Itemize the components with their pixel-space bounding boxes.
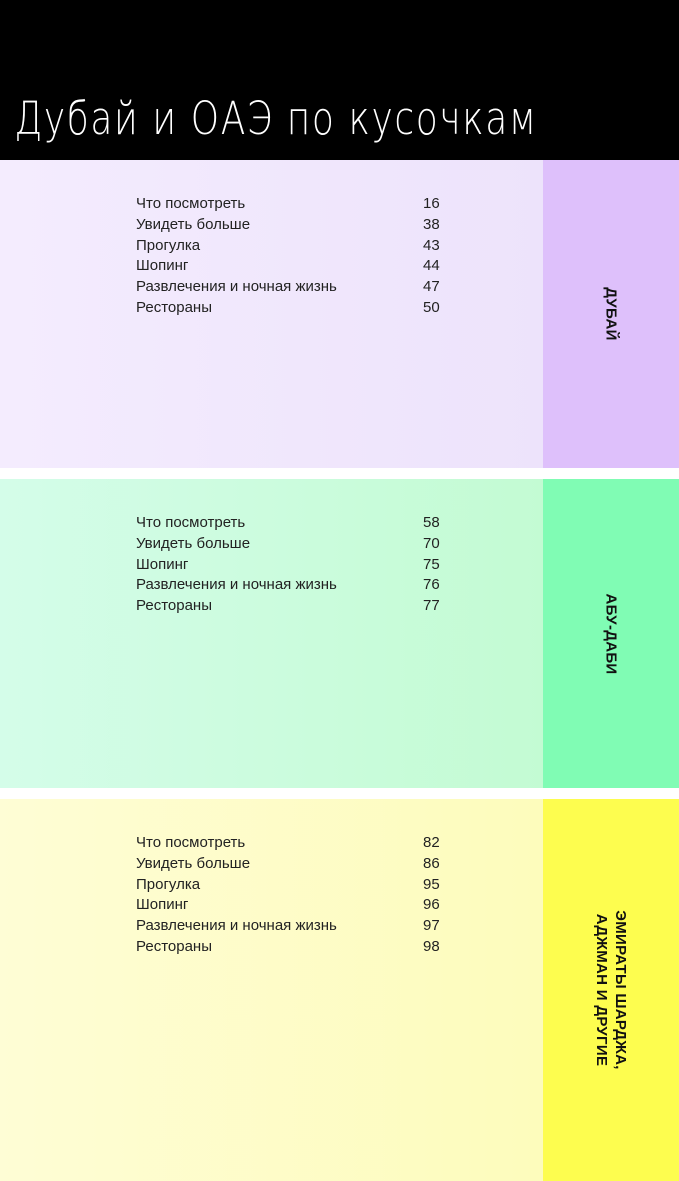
toc-item-label: Развлечения и ночная жизнь	[136, 278, 337, 296]
toc-item-label: Что посмотреть	[136, 514, 246, 531]
toc-item[interactable]	[136, 215, 456, 236]
toc-item-page: 97	[423, 917, 440, 935]
toc-item[interactable]	[136, 854, 456, 875]
page-title: Дубай и ОАЭ по кусочкам	[14, 92, 538, 145]
section-panel	[0, 160, 543, 468]
toc-item-page: 86	[423, 854, 440, 872]
toc-item-label: Рестораны	[136, 937, 212, 955]
toc-item-label: Прогулка	[136, 236, 201, 254]
header-bar	[0, 0, 679, 160]
toc-item-page: 47	[423, 278, 440, 296]
toc-item[interactable]	[136, 596, 456, 617]
section-tab-label	[602, 287, 621, 341]
section-tab-dubai[interactable]	[543, 160, 679, 468]
toc-list	[136, 513, 456, 617]
toc-item-page: 16	[423, 195, 440, 212]
section-panel	[0, 799, 543, 1181]
toc-item-page: 75	[423, 555, 440, 573]
toc-item-page: 50	[423, 298, 440, 316]
toc-item-label: Увидеть больше	[136, 215, 251, 233]
toc-item[interactable]	[136, 513, 456, 534]
toc-item-page: 96	[423, 896, 440, 914]
toc-item-page: 38	[423, 215, 440, 233]
toc-list	[136, 194, 456, 319]
section-abu-dhabi	[0, 479, 679, 788]
toc-item-page: 43	[423, 236, 440, 254]
toc-item-page: 98	[423, 937, 440, 955]
toc-item-page: 82	[423, 834, 440, 851]
toc-item-page: 76	[423, 576, 440, 594]
toc-item-label: Увидеть больше	[136, 854, 251, 872]
toc-item-page: 44	[423, 257, 440, 275]
toc-item[interactable]	[136, 194, 456, 215]
toc-item-label: Развлечения и ночная жизнь	[136, 576, 337, 594]
toc-item[interactable]	[136, 277, 456, 298]
toc-item-label: Прогулка	[136, 875, 201, 893]
section-tab-label-line: АБУ-ДАБИ	[602, 592, 620, 675]
section-emirates	[0, 799, 679, 1181]
toc-item[interactable]	[136, 875, 456, 896]
toc-item-label: Шопинг	[136, 555, 189, 573]
toc-item[interactable]	[136, 555, 456, 576]
toc-list	[136, 833, 456, 958]
toc-item[interactable]	[136, 895, 456, 916]
toc-item-label: Что посмотреть	[136, 834, 246, 851]
toc-item-label: Развлечения и ночная жизнь	[136, 917, 337, 935]
toc-item-label: Рестораны	[136, 298, 212, 316]
toc-item-label: Что посмотреть	[136, 195, 246, 212]
toc-item-label: Рестораны	[136, 597, 212, 615]
toc-item[interactable]	[136, 256, 456, 277]
toc-item[interactable]	[136, 298, 456, 319]
section-tab-label-line: ДУБАЙ	[602, 287, 620, 341]
section-tab-label-line: ЭМИРАТЫ ШАРДЖА,	[612, 910, 629, 1070]
section-dubai	[0, 160, 679, 468]
toc-item-label: Шопинг	[136, 896, 189, 914]
toc-item-label: Увидеть больше	[136, 534, 251, 552]
section-tab-label	[592, 910, 630, 1069]
toc-item[interactable]	[136, 916, 456, 937]
toc-item[interactable]	[136, 937, 456, 958]
section-tab-label-line: АДЖМАН И ДРУГИЕ	[593, 913, 610, 1067]
toc-item-label: Шопинг	[136, 257, 189, 275]
section-tab-label	[602, 593, 621, 674]
section-panel	[0, 479, 543, 788]
toc-item[interactable]	[136, 236, 456, 257]
section-tab-emirates[interactable]	[543, 799, 679, 1181]
toc-item[interactable]	[136, 575, 456, 596]
toc-item-page: 70	[423, 534, 440, 552]
toc-item-page: 77	[423, 597, 440, 615]
toc-item-page: 58	[423, 514, 440, 531]
section-tab-abu-dhabi[interactable]	[543, 479, 679, 788]
toc-item-page: 95	[423, 875, 440, 893]
toc-item[interactable]	[136, 534, 456, 555]
toc-item[interactable]	[136, 833, 456, 854]
